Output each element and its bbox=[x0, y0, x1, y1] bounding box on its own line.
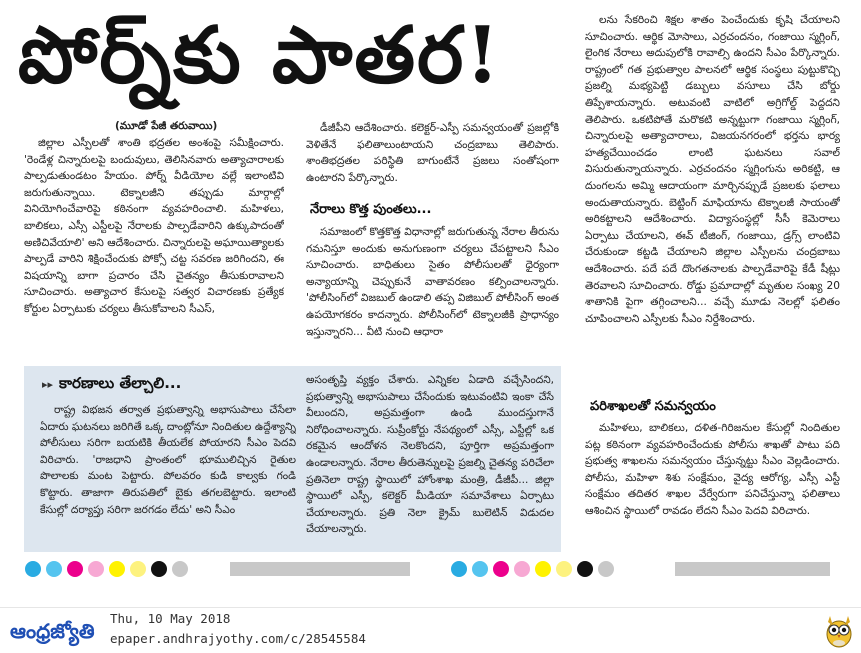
subheading-crimes: నేరాలు కొత్త పుంతలు... bbox=[310, 202, 432, 217]
registration-dot bbox=[46, 561, 62, 577]
registration-dot bbox=[67, 561, 83, 577]
registration-dot bbox=[598, 561, 614, 577]
registration-dot bbox=[172, 561, 188, 577]
double-arrow-icon: ▸▸ bbox=[42, 378, 54, 391]
owl-mascot-icon[interactable] bbox=[824, 613, 854, 649]
registration-dot bbox=[535, 561, 551, 577]
registration-dot bbox=[493, 561, 509, 577]
box-paragraph: రాష్ట్ర విభజన తర్వాత ప్రభుత్వాన్ని అభాసుపాలు చేసేలా ఏదారు ఘటనలు జరిగితే ఒక్క దాంట్లోనూ నిందితుల ఉద్దేశ్యాన్ని పోలీసులు సరిగా బయటికి తీయలేక పోయారని సీఎం పెదవి విరిచారు. 'రాజధాని ప్రాంతంలో భూములిచ్చిన రైతుల పొలాలకు మంట పెట్టారు. పోలవరం కుడి కాల్వకు గండి కొట్టారు. తాజాగా తిరుపతిలో బైకు తగలబెట్టారు. ఇలాంటి కేసుల్లో దర్యాప్తు సరిగా జరగడం లేదు' అని సీఎం bbox=[40, 404, 296, 516]
registration-dot bbox=[130, 561, 146, 577]
sidebar-box bbox=[24, 366, 561, 552]
box-title-text: కారణాలు తేల్చాలి... bbox=[59, 374, 182, 392]
registration-dot bbox=[556, 561, 572, 577]
registration-marks-right bbox=[451, 561, 621, 577]
headline: పోర్న్‌కు పాతర! bbox=[18, 10, 502, 101]
registration-bar-left bbox=[230, 562, 410, 576]
box-column-1 bbox=[40, 402, 296, 548]
column-paragraph: డీజీపీని ఆదేశించారు. కలెక్టర్-ఎస్పీ సమన్వయంతో ప్రజల్లోకి వెళితేనే ఫలితాలుంటాయని చంద్రబాబు తెలిపారు. శాంతిభద్రతల పరిస్థితి బాగుంటేనే ప్రజలు సంతోషంగా ఉంటారని పేర్కొన్నారు. bbox=[306, 122, 559, 184]
box-paragraph: అసంతృప్తి వ్యక్తం చేశారు. ఎన్నికల ఏడాది వచ్చేసిందని, ప్రభుత్వాన్ని అభాసుపాలు చేసేందుకు ఇటువంటివి ఇంకా చేసే వీలుందని, అప్రమత్తంగా ఉండి ముందస్తుగానే నిరోధించాలన్నారు. సుప్రీంకోర్టు నేపథ్యంలో ఎస్సీ, ఎస్టీల్లో ఒక రకమైన ఆందోళన నెలకొందని, పూర్తిగా అప్రమత్తంగా ఉండాలన్నారు. నేరాల తీరుతెన్నులపై ప్రజల్ని చైతన్య పరిచేలా ప్రతినెలా రాష్ట్ర స్థాయిలో హోంశాఖ మంత్రి, డీజీపీ... జిల్లా స్థాయిలో ఎస్పీ, కలెక్టర్ మీడియా సమావేశాలు ఏర్పాటు చేయాలన్నారు. ప్రతి నెలా క్రైమ్ బులెటిన్ విడుదల చేయాలన్నారు. bbox=[306, 374, 554, 536]
registration-bar-right bbox=[675, 562, 830, 576]
registration-dot bbox=[514, 561, 530, 577]
registration-dot bbox=[109, 561, 125, 577]
edition-date: Thu, 10 May 2018 bbox=[110, 611, 231, 626]
article-column-3 bbox=[585, 12, 840, 390]
andhrajyothy-logo[interactable]: ఆంధ్రజ్యోతి bbox=[10, 619, 95, 643]
epaper-url[interactable]: epaper.andhrajyothy.com/c/28545584 bbox=[110, 631, 366, 646]
continued-label: (మూడో పేజీ తరువాయి) bbox=[115, 120, 218, 132]
registration-dot bbox=[25, 561, 41, 577]
column-paragraph: మహిళలు, బాలికలు, దళిత-గిరిజనుల కేసుల్లో నిందితుల పట్ల కఠినంగా వ్యవహరించేందుకు పోలీసు శాఖతో పాటు పది ప్రభుత్వ శాఖలను సమన్వయం చేస్తున్నట్టు సీఎం వెల్లడించారు. పోలీసు, మహిళా శిశు సంక్షేమం, వైద్య ఆరోగ్య, ఎస్సీ ఎస్టీ సంక్షేమం తదితర శాఖల వేర్వేరుగా పనిచేస్తున్నా ఫలితాలు ఆశించిన స్థాయిలో రావడం లేదని సీఎం పెదవి విరిచారు. bbox=[585, 422, 840, 517]
article-column-3b bbox=[585, 420, 840, 548]
article-column-2b bbox=[306, 224, 559, 360]
column-paragraph: లను సేకరించి శిక్షల శాతం పెంచేందుకు కృషి చేయాలని సూచించారు. ఆర్థిక మోసాలు, ఎర్రచందనం, గంజాయి స్మగ్లింగ్, లైంగిక నేరాలు అదుపులోకి రావాల్సి ఉందని సీఎం పేర్కొన్నారు. రాష్ట్రంలో గత ప్రభుత్వాల పాలనలో ఆర్థిక సంస్థలు పుట్టుకొచ్చి ప్రజల్ని మభ్యపెట్టి డబ్బులు వసూలు చేసి బోర్డు తిప్పేశాయన్నారు. అటువంటి వాటిలో అగ్రిగోల్డ్ పెద్దదని తెలిపారు. ఒకటిపోతే మరొకటి అన్నట్టుగా గంజాయి స్మగ్లింగ్, చిన్నారులపై అత్యాచారాలు, విజయనగరంలో భర్తను భార్య హత్యచేయించడం లాంటి ఘటనలు సవాల్ విసురుతున్నాయన్నారు. ఎర్రచందనం స్మగ్లింగును అరికట్టి, ఆ దుంగలను అమ్మి ఆదాయంగా మార్చినప్పుడే ప్రజలకు ఫలాలు అందుతాయన్నారు. బెట్టింగ్ మాఫియాను టెక్నాలజీ సాయంతో అరికట్టాలని ఆదేశించారు. విద్యాసంస్థల్లో సీసీ కెమెరాలు ఏర్పాటు చేయాలని, ఈవ్ టీజింగ్, గంజాయి, డ్రగ్స్ లాంటివి చేరుకుండా కట్టడి చేయాలని జిల్లాల ఎస్పీలను చంద్రబాబు ఆదేశించారు. పదే పదే దొంగతనాలకు పాల్పడేవారిపై కేడీ షీట్లు తెరవాలని సూచించారు. రోడ్డు ప్రమాదాల్లో మృతుల సంఖ్య 20 శాతానికి పైగా తగ్గించాలని... వచ్చే మూడు నెలల్లో ఫలితం చూపించాలని ఎస్పీలకు సీఎం నిర్దేశించారు. bbox=[585, 14, 840, 325]
box-column-2 bbox=[306, 372, 554, 548]
article-column-2 bbox=[306, 120, 559, 198]
footer-divider bbox=[0, 607, 861, 608]
registration-dot bbox=[88, 561, 104, 577]
article-column-1 bbox=[24, 135, 284, 357]
column-paragraph: జిల్లాల ఎస్పీలతో శాంతి భద్రతల అంశంపై సమీక్షించారు. 'రెండేళ్ల చిన్నారులపై బందువులు, తెలిసినవారు అత్యాచారాలకు పాల్పడుతుండటం హేయం. పోర్న్ వీడియోల వల్లే ఇలాంటివి జరుగుతున్నాయి. టెక్నాలజీని తప్పుడు మార్గాల్లో వినియోగించేవారిపై కఠినంగా వ్యవహరించాలి. మహిళలు, బాలికలు, ఎస్సీ ఎస్టీలపై నేరాలకు పాల్పడేవారిని ఉక్కుపాదంతో అణిచివేయాలి' అని ఆదేశించారు. చిన్నారులపై అఘాయిత్యాలకు పాల్పడే వారిని శిక్షించేందుకు పోక్సో చట్ట సవరణ జరిగిందని, ఈ విషయాన్ని బాగా ప్రచారం చేసి చైతన్యం తీసుకురావాలని సూచించారు. అత్యాచార కేసులపై సత్వర విచారణకు ప్రత్యేక కోర్టుల ఏర్పాటుకు చర్యలు తీసుకోవాలని సీఎస్, bbox=[24, 137, 284, 315]
box-title bbox=[42, 374, 181, 396]
registration-dot bbox=[472, 561, 488, 577]
registration-dot bbox=[451, 561, 467, 577]
registration-marks-left bbox=[25, 561, 195, 577]
registration-dot bbox=[151, 561, 167, 577]
column-paragraph: సమాజంలో కొత్తకొత్త విధానాల్లో జరుగుతున్న నేరాల తీరును గమనిస్తూ అందుకు అనుగుణంగా చర్యలు చేపట్టాలని సీఎం సూచించారు. బాధితులు సైతం పోలీసులతో ధైర్యంగా అన్యాయాన్ని చెప్పుకునే వాతావరణం కల్పించాలన్నారు. 'పోలీసింగ్‌లో విజబుల్ ఉండాలి తప్ప విజిబుల్ పోలీసింగ్ అంత ఉపయోగకరం కాదన్నారు. పోలీసింగ్‌లో టెక్నాలజీకి ప్రాధాన్యం ఇస్తున్నారని... వీటి నుంచి ఆధారా bbox=[306, 226, 559, 338]
registration-dot bbox=[577, 561, 593, 577]
subheading-coordination: పరిశాఖలతో సమన్వయం bbox=[590, 399, 716, 414]
